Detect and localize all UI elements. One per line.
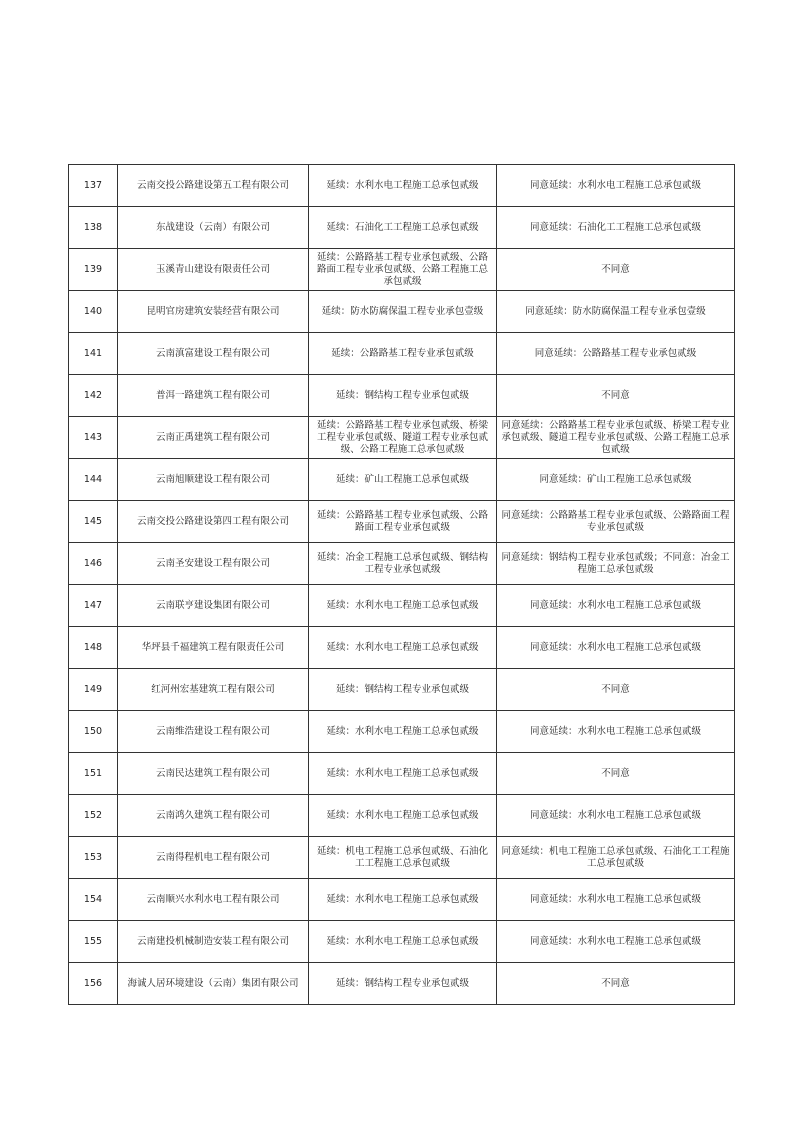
row-number: 150 <box>69 711 118 753</box>
application-content: 延续：水利水电工程施工总承包贰级 <box>309 753 497 795</box>
review-result: 同意延续：水利水电工程施工总承包贰级 <box>497 585 735 627</box>
table-row <box>69 627 735 669</box>
review-result: 不同意 <box>497 753 735 795</box>
table-row <box>69 837 735 879</box>
row-number: 152 <box>69 795 118 837</box>
row-number: 154 <box>69 879 118 921</box>
row-number: 151 <box>69 753 118 795</box>
company-name: 云南滇富建设工程有限公司 <box>118 333 309 375</box>
review-result: 同意延续：钢结构工程专业承包贰级；不同意：冶金工程施工总承包贰级 <box>497 543 735 585</box>
row-number: 142 <box>69 375 118 417</box>
table-row <box>69 375 735 417</box>
row-number: 146 <box>69 543 118 585</box>
application-content: 延续：水利水电工程施工总承包贰级 <box>309 711 497 753</box>
row-number: 140 <box>69 291 118 333</box>
row-number: 148 <box>69 627 118 669</box>
application-content: 延续：水利水电工程施工总承包贰级 <box>309 879 497 921</box>
company-name: 云南正禹建筑工程有限公司 <box>118 417 309 459</box>
company-name: 海诚人居环境建设（云南）集团有限公司 <box>118 963 309 1005</box>
application-content: 延续：石油化工工程施工总承包贰级 <box>309 207 497 249</box>
table-row <box>69 711 735 753</box>
review-result: 同意延续：水利水电工程施工总承包贰级 <box>497 627 735 669</box>
review-result: 同意延续：公路路基工程专业承包贰级 <box>497 333 735 375</box>
row-number: 141 <box>69 333 118 375</box>
table-row <box>69 921 735 963</box>
table-row <box>69 249 735 291</box>
application-content: 延续：水利水电工程施工总承包贰级 <box>309 921 497 963</box>
application-content: 延续：水利水电工程施工总承包贰级 <box>309 795 497 837</box>
application-content: 延续：公路路基工程专业承包贰级、公路路面工程专业承包贰级 <box>309 501 497 543</box>
qualification-table <box>68 164 735 1005</box>
application-content: 延续：钢结构工程专业承包贰级 <box>309 375 497 417</box>
row-number: 156 <box>69 963 118 1005</box>
row-number: 149 <box>69 669 118 711</box>
application-content: 延续：公路路基工程专业承包贰级、桥梁工程专业承包贰级、隧道工程专业承包贰级、公路工程施工总承包贰级 <box>309 417 497 459</box>
table-row <box>69 333 735 375</box>
row-number: 138 <box>69 207 118 249</box>
company-name: 红河州宏基建筑工程有限公司 <box>118 669 309 711</box>
review-result: 同意延续：水利水电工程施工总承包贰级 <box>497 711 735 753</box>
table-row <box>69 585 735 627</box>
review-result: 同意延续：水利水电工程施工总承包贰级 <box>497 795 735 837</box>
company-name: 云南建投机械制造安装工程有限公司 <box>118 921 309 963</box>
review-result: 同意延续：水利水电工程施工总承包贰级 <box>497 879 735 921</box>
review-result: 不同意 <box>497 963 735 1005</box>
table-row <box>69 669 735 711</box>
review-result: 同意延续：水利水电工程施工总承包贰级 <box>497 165 735 207</box>
review-result: 不同意 <box>497 375 735 417</box>
table-row <box>69 291 735 333</box>
table-row <box>69 753 735 795</box>
row-number: 137 <box>69 165 118 207</box>
review-result: 同意延续：防水防腐保温工程专业承包壹级 <box>497 291 735 333</box>
application-content: 延续：水利水电工程施工总承包贰级 <box>309 165 497 207</box>
application-content: 延续：防水防腐保温工程专业承包壹级 <box>309 291 497 333</box>
application-content: 延续：水利水电工程施工总承包贰级 <box>309 627 497 669</box>
table-row <box>69 543 735 585</box>
company-name: 云南交投公路建设第四工程有限公司 <box>118 501 309 543</box>
row-number: 139 <box>69 249 118 291</box>
application-content: 延续：冶金工程施工总承包贰级、钢结构工程专业承包贰级 <box>309 543 497 585</box>
table-row <box>69 879 735 921</box>
row-number: 145 <box>69 501 118 543</box>
review-result: 同意延续：公路路基工程专业承包贰级、公路路面工程专业承包贰级 <box>497 501 735 543</box>
row-number: 147 <box>69 585 118 627</box>
company-name: 华坪县千福建筑工程有限责任公司 <box>118 627 309 669</box>
review-result: 同意延续：石油化工工程施工总承包贰级 <box>497 207 735 249</box>
company-name: 云南维浩建设工程有限公司 <box>118 711 309 753</box>
company-name: 昆明官房建筑安装经营有限公司 <box>118 291 309 333</box>
review-result: 同意延续：水利水电工程施工总承包贰级 <box>497 921 735 963</box>
application-content: 延续：矿山工程施工总承包贰级 <box>309 459 497 501</box>
company-name: 云南民达建筑工程有限公司 <box>118 753 309 795</box>
company-name: 普洱一路建筑工程有限公司 <box>118 375 309 417</box>
table-row <box>69 795 735 837</box>
application-content: 延续：水利水电工程施工总承包贰级 <box>309 585 497 627</box>
application-content: 延续：机电工程施工总承包贰级、石油化工工程施工总承包贰级 <box>309 837 497 879</box>
application-content: 延续：钢结构工程专业承包贰级 <box>309 669 497 711</box>
company-name: 云南旭顺建设工程有限公司 <box>118 459 309 501</box>
row-number: 153 <box>69 837 118 879</box>
review-result: 同意延续：公路路基工程专业承包贰级、桥梁工程专业承包贰级、隧道工程专业承包贰级、公路工程施工总承包贰级 <box>497 417 735 459</box>
table-row <box>69 459 735 501</box>
table-body <box>69 165 735 1005</box>
table-row <box>69 207 735 249</box>
review-result: 同意延续：矿山工程施工总承包贰级 <box>497 459 735 501</box>
company-name: 云南顺兴水利水电工程有限公司 <box>118 879 309 921</box>
company-name: 云南得程机电工程有限公司 <box>118 837 309 879</box>
application-content: 延续：公路路基工程专业承包贰级 <box>309 333 497 375</box>
row-number: 155 <box>69 921 118 963</box>
company-name: 云南鸿久建筑工程有限公司 <box>118 795 309 837</box>
company-name: 玉溪青山建设有限责任公司 <box>118 249 309 291</box>
table-row <box>69 165 735 207</box>
review-result: 同意延续：机电工程施工总承包贰级、石油化工工程施工总承包贰级 <box>497 837 735 879</box>
company-name: 云南交投公路建设第五工程有限公司 <box>118 165 309 207</box>
review-result: 不同意 <box>497 669 735 711</box>
table-row <box>69 417 735 459</box>
company-name: 云南联亨建设集团有限公司 <box>118 585 309 627</box>
company-name: 云南圣安建设工程有限公司 <box>118 543 309 585</box>
row-number: 144 <box>69 459 118 501</box>
row-number: 143 <box>69 417 118 459</box>
review-result: 不同意 <box>497 249 735 291</box>
table-row <box>69 963 735 1005</box>
company-name: 东战建设（云南）有限公司 <box>118 207 309 249</box>
application-content: 延续：公路路基工程专业承包贰级、公路路面工程专业承包贰级、公路工程施工总承包贰级 <box>309 249 497 291</box>
application-content: 延续：钢结构工程专业承包贰级 <box>309 963 497 1005</box>
table-row <box>69 501 735 543</box>
